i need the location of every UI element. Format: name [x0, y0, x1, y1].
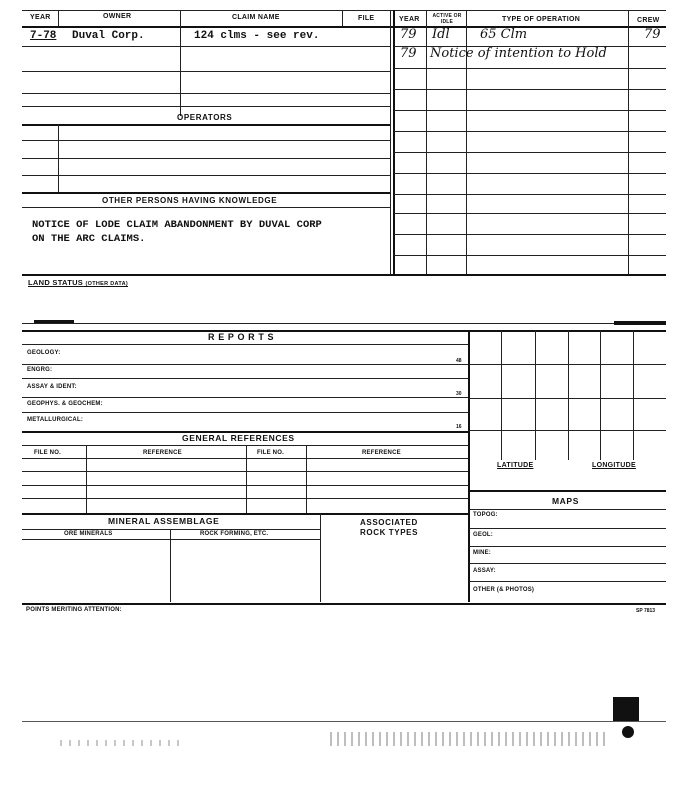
grid-col	[633, 330, 634, 460]
general-references-title: GENERAL REFERENCES	[182, 433, 295, 443]
grid-col	[535, 330, 536, 460]
mineral-col-divider	[170, 529, 171, 602]
op-row-1-crew: 79	[644, 27, 661, 42]
operators-top-line	[22, 124, 390, 126]
mineral-subheader-line	[22, 539, 320, 540]
right-row-line	[394, 213, 666, 214]
form-number: SP 7813	[636, 608, 656, 614]
scan-mark-dot	[622, 726, 634, 738]
header-claim-name: CLAIM NAME	[232, 14, 280, 21]
owner-row-owner: Duval Corp.	[72, 30, 145, 42]
mineral-rock-forming: ROCK FORMING, ETC.	[200, 531, 269, 537]
top-border	[22, 10, 666, 11]
other-persons-top-line	[22, 192, 390, 194]
reports-row-engrg: ENGRG:	[27, 367, 53, 373]
gr-header-reference-1: REFERENCE	[143, 450, 182, 456]
header-bottom-line	[22, 26, 666, 28]
associated-rock-types-1: ASSOCIATED	[360, 518, 418, 527]
mineral-top-line	[22, 513, 468, 515]
gr-row-line	[22, 498, 468, 499]
maps-header-line	[469, 509, 666, 510]
header-year-2: YEAR	[399, 16, 420, 23]
reports-row-geology: GEOLOGY:	[27, 350, 61, 356]
maps-row-assay: ASSAY:	[473, 568, 496, 574]
header-file: FILE	[358, 15, 375, 22]
op-row-2-type: Notice of intention to Hold	[430, 46, 607, 61]
maps-row-geol: GEOL:	[473, 532, 493, 538]
operators-label: OPERATORS	[177, 113, 233, 122]
header-active-or-idle: ACTIVE OR IDLE	[432, 13, 462, 25]
points-meriting-label: POINTS MERITING ATTENTION:	[26, 607, 122, 613]
grid-col	[600, 330, 601, 460]
op-row-1-active: Idl	[432, 27, 450, 42]
notice-line-2: ON THE ARC CLAIMS.	[32, 233, 146, 245]
mineral-header-line	[22, 529, 320, 530]
gr-header-file-no-1: FILE NO.	[34, 450, 61, 456]
land-status-label	[28, 278, 128, 287]
maps-row-other: OTHER (& PHOTOS)	[473, 587, 535, 593]
notice-line-1: NOTICE OF LODE CLAIM ABANDONMENT BY DUVAL CORP	[32, 219, 322, 231]
grid-col	[568, 330, 569, 460]
owner-row-claim-name: 124 clms - see rev.	[194, 30, 320, 42]
maps-row-line	[469, 528, 666, 529]
op-row-1-year: 79	[400, 27, 417, 42]
maps-top-line	[469, 490, 666, 492]
scan-noise	[330, 732, 610, 746]
maps-row-topog: TOPOG:	[473, 512, 498, 518]
mineral-ore-minerals: ORE MINERALS	[64, 531, 113, 537]
reports-row-line	[22, 412, 468, 413]
grid-col	[501, 330, 502, 460]
top-section-bottom-line	[22, 274, 666, 276]
reports-num-metallurgical: 16	[456, 424, 462, 430]
reports-row-line	[22, 364, 468, 365]
col-divider-claim	[342, 10, 343, 26]
reports-num-assay: 30	[456, 391, 462, 397]
row-line	[22, 106, 390, 107]
right-row-line	[394, 255, 666, 256]
right-row-line	[394, 152, 666, 153]
row-line	[22, 46, 390, 47]
col-divider-owner	[180, 10, 181, 116]
right-row-line	[394, 173, 666, 174]
right-row-line	[394, 234, 666, 235]
op-row-2-year: 79	[400, 46, 417, 61]
latitude-label: LATITUDE	[497, 462, 534, 469]
land-status-sub: (OTHER DATA)	[85, 281, 128, 287]
grid-row	[469, 364, 666, 365]
grid-row	[469, 430, 666, 431]
general-references-header-line	[22, 445, 468, 446]
owner-row-year: 7-78	[30, 30, 57, 42]
op-row-1-type: 65 Clm	[480, 27, 528, 42]
reports-num-geology: 48	[456, 358, 462, 364]
header-owner: OWNER	[103, 13, 132, 20]
col-divider-file-left	[390, 10, 391, 274]
maps-row-line	[469, 546, 666, 547]
mineral-associated-divider	[320, 513, 321, 602]
header-year: YEAR	[30, 14, 51, 21]
operators-row-line	[22, 158, 390, 159]
gr-row-line	[22, 485, 468, 486]
gr-header-reference-2: REFERENCE	[362, 450, 401, 456]
reports-right-divider	[468, 330, 470, 602]
gr-row-line	[22, 471, 468, 472]
maps-row-line	[469, 581, 666, 582]
gr-col-divider	[246, 445, 247, 513]
right-row-line	[394, 131, 666, 132]
associated-rock-types-2: ROCK TYPES	[360, 528, 419, 537]
right-row-line	[394, 46, 666, 47]
gr-header-bottom-line	[22, 458, 468, 459]
reports-top-line	[22, 330, 666, 332]
gr-col-divider	[306, 445, 307, 513]
reports-row-line	[22, 397, 468, 398]
reports-title: R E P O R T S	[208, 332, 275, 342]
reports-row-assay: ASSAY & IDENT:	[27, 384, 77, 390]
gr-header-file-no-2: FILE NO.	[257, 450, 284, 456]
gr-col-divider	[86, 445, 87, 513]
right-row-line	[394, 89, 666, 90]
right-row-line	[394, 194, 666, 195]
bottom-edge-line	[22, 721, 666, 722]
operators-row-line	[22, 175, 390, 176]
header-type-of-operation: TYPE OF OPERATION	[502, 16, 581, 23]
maps-title: MAPS	[552, 496, 579, 506]
col-divider-year	[58, 10, 59, 26]
right-row-line	[394, 68, 666, 69]
other-persons-bottom-line	[22, 207, 390, 208]
reports-row-geophys: GEOPHYS. & GEOCHEM:	[27, 401, 103, 407]
maps-row-mine: MINE:	[473, 550, 491, 556]
maps-row-line	[469, 563, 666, 564]
reports-header-line	[22, 344, 468, 345]
separator-mark-right	[614, 321, 666, 325]
scan-noise	[60, 740, 180, 746]
separator-line	[22, 323, 666, 324]
other-persons-label: OTHER PERSONS HAVING KNOWLEDGE	[102, 196, 278, 205]
land-status-title: LAND STATUS	[28, 278, 84, 287]
points-top-line	[22, 603, 666, 605]
reports-row-metallurgical: METALLURGICAL:	[27, 417, 84, 423]
row-line	[22, 93, 390, 94]
scan-mark-square	[613, 697, 639, 721]
operators-row-line	[22, 140, 390, 141]
header-crew: CREW	[637, 17, 660, 24]
longitude-label: LONGITUDE	[592, 462, 636, 469]
reports-row-line	[22, 378, 468, 379]
grid-row	[469, 398, 666, 399]
row-line	[22, 71, 390, 72]
right-row-line	[394, 110, 666, 111]
mineral-assemblage-title: MINERAL ASSEMBLAGE	[108, 516, 220, 526]
